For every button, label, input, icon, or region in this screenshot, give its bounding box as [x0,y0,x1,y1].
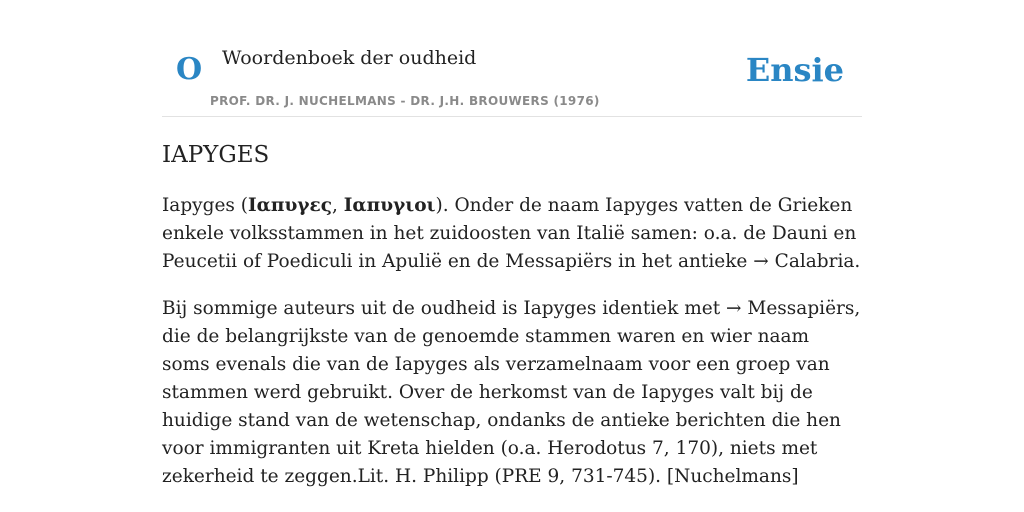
entry-title: IAPYGES [162,142,270,168]
letter-index-link[interactable]: O [176,52,203,87]
book-title[interactable]: Woordenboek der oudheid [222,47,477,69]
arrow-right-icon: → [726,298,742,319]
p2-text-a: Bij sommige auteurs uit de oudheid is Iapyges identiek met [162,298,727,319]
page [162,0,862,487]
ensie-logo[interactable]: Ensie [745,51,844,89]
p1-text-a: Iapyges ( [162,195,249,216]
link-messapiers[interactable]: Messapiërs, die de belangrijkste van de genoemde stammen waren en wier naam soms evenals die van de Iapyges als verzamelnaam voor een groep van stammen werd gebruikt. Over de herkomst van de Iapyges valt bij de huidige stand van de wetenschap, ondanks de antieke berichten die hen voor immigranten uit Kreta hielden (o.a. Herodotus 7, 170), niets met zekerheid te zeggen.Lit. H. Philipp (PRE 9, 731-745). [Nuchelmans] [162,298,861,487]
book-authors: PROF. DR. J. NUCHELMANS - DR. J.H. BROUWERS (1976) [210,94,600,108]
greek-term-1: Ιαπυγες [248,195,333,216]
p1-separator: , [332,195,344,216]
greek-term-2: Ιαπυγιοι [343,195,436,216]
arrow-right-icon: → [753,251,769,272]
p1-text-b: ). Onder de naam Iapyges vatten de Grieken enkele volksstammen in het zuidoosten van Italië samen: o.a. de Dauni en Peucetii of Poediculi in Apulië en de Messapiërs in het antieke [162,195,857,272]
entry-paragraph-1 [162,192,862,276]
link-calabria[interactable]: Calabria. [768,251,861,272]
entry-paragraph-2 [162,295,862,491]
book-header [162,0,862,117]
